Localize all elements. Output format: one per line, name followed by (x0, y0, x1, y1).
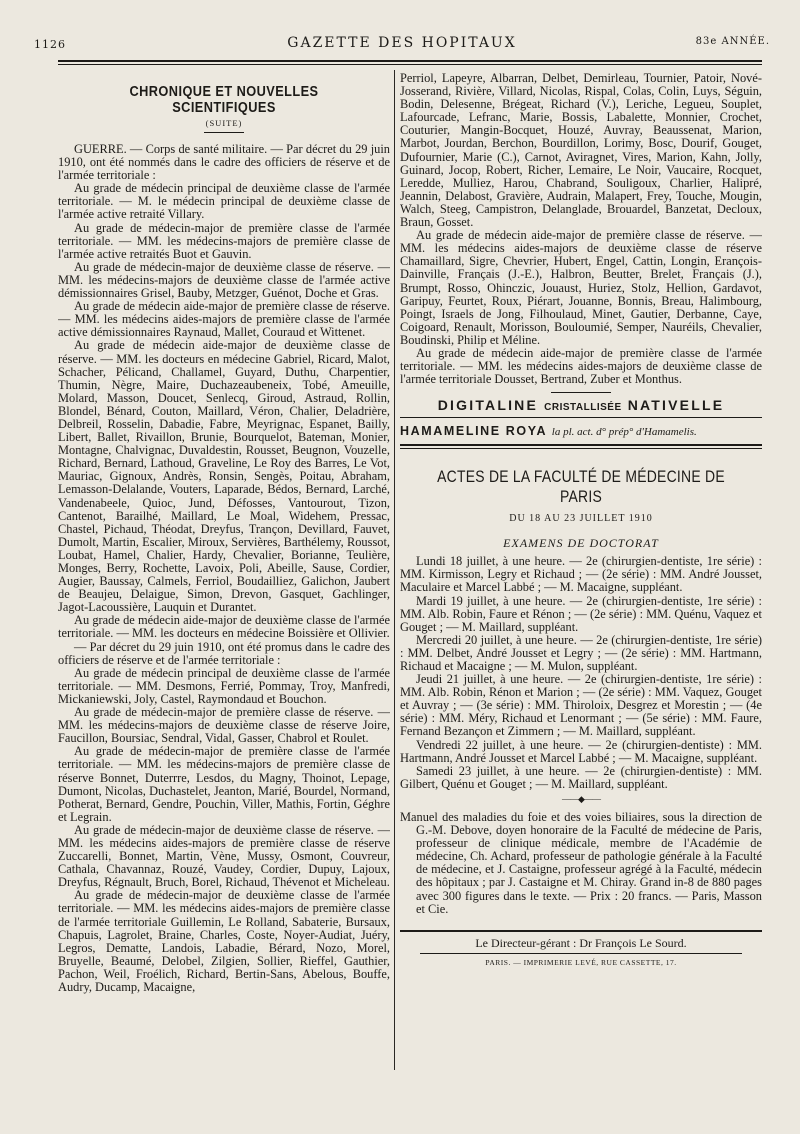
exam-entry: Lundi 18 juillet, à une heure. — 2e (chirurgien-dentiste, 1re série) : MM. Kirmisson, Legry et Richaud ; — (2e série) : MM. André Jousset, Maculaire et Marcel Labbé ; — M. Macaigne, suppléant. (400, 554, 762, 595)
page-number: 1126 (34, 38, 66, 51)
faculty-heading: ACTES DE LA FACULTÉ DE MÉDECINE DE PARIS (437, 467, 725, 507)
exam-entry: Samedi 23 juillet, à une heure. — 2e (chirurgien-dentiste) : MM. Gilbert, Quénu et Gouget ; — M. Maillard, suppléant. (400, 763, 762, 791)
ad-digitaline-mid: CRISTALLISÉE (544, 402, 622, 414)
journal-title: GAZETTE DES HOPITAUX (287, 35, 517, 51)
chronicle-heading: CHRONIQUE ET NOUVELLES SCIENTIFIQUES (129, 84, 319, 116)
paragraph: Au grade de médecin aide-major de première classe de l'armée territoriale. — MM. les médecins aides-majors de deuxième classe de l'armée territoriale Dousset, Bertrand, Zuber et Monthus. (400, 345, 762, 387)
left-column (58, 72, 390, 994)
ad-digitaline-name: DIGITALINE (437, 397, 539, 414)
footer-rule-thin (420, 953, 742, 954)
paragraph: — Par décret du 29 juin 1910, ont été promus dans le cadre des officiers de réserve et de l'armée territoriale : (58, 639, 390, 667)
paragraph: Perriol, Lapeyre, Albarran, Delbet, Demirleau, Tournier, Patoir, Nové-Josserand, Rivière, Villard, Nicolas, Rispal, Colas, Colin, Luys, Séguin, Bodin, Delesenne, Brégeat, Richard (V.), Leriche, Legueu, Souplet, Lafourcade, Lefranc, Marie, Bossis, Labalette, Monnier, Crochet, Couturier, Mangin-Bocquet, Houzé, Auvray, Beaussenat, Marion, Marbot, Jourdan, Berchon, Bourdillon, Lorimy, Bosc, Dourif, Gouget, Dufournier, Marie (C.), Carnot, Aviragnet, Vires, Marion, Kahn, Jolly, Guinard, Jocop, Robert, Richer, Lemaire, Le Noir, Vaucaire, Rocquet, Leredde, Mulliez, Harou, Chabrand, Souligoux, Charlier, Halipré, Jeannin, Delabost, Gravière, Audrain, Malapert, Frey, Touche, Mougin, Walch, Steeg, Campistron, Delanglade, Brouardel, Banzetat, Decloux, Braun, Gosset. (400, 72, 762, 230)
paragraph: Au grade de médecin principal de deuxième classe de l'armée territoriale. — MM. Desmons, Ferrié, Pommay, Troy, Manfredi, Mickaniewski, Joly, Castel, Raymondaud et Bouchon. (58, 665, 390, 706)
ad-hamameline-name: HAMAMELINE ROYA (400, 424, 547, 439)
paragraph: Au grade de médecin-major de première classe de réserve. — MM. les médecins-majors de deuxième classe de réserve Joire, Faucillon, Boursiac, Sendral, Vidal, Gasser, Chabrol et Roulet. (58, 705, 390, 746)
paragraph: Au grade de médecin principal de deuxième classe de l'armée territoriale. — M. le médecin principal de deuxième classe de l'armée active retraité Villary. (58, 181, 390, 222)
header-rule-thin (58, 64, 762, 65)
paragraph: Au grade de médecin-major de première classe de l'armée territoriale. — MM. les médecins-majors de première classe de l'armée active retraités Buot et Gauvin. (58, 220, 390, 261)
exam-entry: Mercredi 20 juillet, à une heure. — 2e (chirurgien-dentiste, 1re série) : MM. Delbet, André Jousset et Legry ; — (2e série) : MM. Hartmann, Richaud et Macaigne ; — M. Mulon, suppléant. (400, 632, 762, 673)
ad-rule-bottom (400, 444, 762, 446)
paragraph: Au grade de médecin-major de deuxième classe de l'armée territoriale. — MM. les médecins aides-majors de première classe de l'armée territoriale Guillemin, Le Rolland, Sabaterie, Bursaux, Chapuis, Lagrolet, Braine, Charles, Coste, Noyer-Audiat, Juéry, Legros, Dematte, Landois, Labadie, Bérard, Nozo, Morel, Bruyelle, Beaumé, Delobel, Zilgien, Sollier, Rieffel, Gauthier, Pachon, Weil, Froélich, Richard, Bertin-Sans, Abelous, Bouffe, Audry, Ducamp, Macaigne, (58, 888, 390, 994)
ad-digitaline-end: NATIVELLE (627, 397, 725, 414)
paragraph: Au grade de médecin aide-major de première classe de réserve. — MM. les médecins aides-majors de deuxième classe de réserve Chamaillard, Sigre, Chevrier, Hubert, Engel, Cattin, Longin, Erançois-Dainville, Français (J.-E.), Halbron, Beutter, Brelet, Français (J.), Brumpt, Rosso, Ohinczic, Jouaust, Huriez, Stolz, Hellion, Gardavot, Garipuy, Feurtet, Roux, Piérart, Jouanne, Bonnis, Breau, Halimbourg, Poingt, Israels de Jong, Filhoulaud, Minet, Gautier, Derbanne, Caye, Coigoard, Renault, Morisson, Bouloumié, Semper, Nauréils, Chevalier, Boudinski, Philip et Méline. (400, 228, 762, 347)
year-label: 83e ANNÉE. (695, 36, 770, 47)
exam-entry: Mardi 19 juillet, à une heure. — 2e (chirurgien-dentiste, 1re série) : MM. Alb. Robin, Faure et Rénon ; — (2e série) : MM. Quénu, Vaquez et Gouget ; — M. Maillard, suppléant. (400, 593, 762, 634)
exam-heading: EXAMENS DE DOCTORAT (503, 536, 659, 551)
chronicle-subheading: (SUITE) (205, 118, 243, 128)
exam-entry: Jeudi 21 juillet, à une heure. — 2e (chirurgien-dentiste, 1re série) : MM. Alb. Robin, Rénon et Marion ; — (2e série) : MM. Vaquez, Gouget et Auvray ; — (3e série) : MM. Thiroloix, Desgrez et Morestin ; — (4e série) : MM. Méry, Richaud et Lenormant ; — (5e série) : MM. Faure, Fernand Bezançon et Zimmern ; — M. Maillard, suppléant. (400, 672, 762, 739)
director-line: Le Directeur-gérant : Dr François Le Sourd. (475, 935, 687, 950)
footer-rule (400, 930, 762, 932)
ad-hamameline (400, 424, 762, 438)
manual-notice: Manuel des maladies du foie et des voies biliaires, sous la direction de G.-M. Debove, doyen honoraire de la Faculté de médecine de Paris, professeur de clinique médicale, membre de l'Académie de médecine, Ch. Achard, professeur de pathologie générale à la Faculté de médecine, et J. Castaigne, professeur agrégé à la Faculté, médecin des hôpitaux ; par J. Castaigne et M. Chiray. Grand in-8 de 880 pages avec 300 figures dans le texte. — Prix : 20 francs. — Paris, Masson et Cie. (400, 809, 762, 916)
paragraph: Au grade de médecin-major de première classe de l'armée territoriale. — MM. les médecins-majors de première classe de réserve Bonnet, Duterrre, Lesdos, du Magny, Thoinot, Lepage, Dumont, Nicolas, Duchastelet, Jeanton, Marié, Bourdel, Normand, Potherat, Bernard, Gendre, Pouchin, Viller, Mathis, Fortin, Géghre et Legrain. (58, 744, 390, 824)
faculty-date: DU 18 AU 23 JUILLET 1910 (509, 513, 653, 525)
ad-rule-bottom-thin (400, 448, 762, 449)
paragraph: Au grade de médecin aide-major de deuxième classe de réserve. — MM. les docteurs en médecine Gabriel, Ricard, Malot, Schacher, Pélicand, Challamel, Guyard, Duthu, Charpentier, Thumin, Nègre, Maire, Duchazeaubeneix, Tobé, Ameuille, Molard, Masson, Doucet, Senlecq, Giroud, Astraud, Rollin, Blondel, Bénard, Couton, Maillard, Véron, Chalier, Deladrière, Delbreil, Rosselin, Dabadie, Fabre, Meyrignac, Espanet, Bailly, Libert, Ballet, Rivaillon, Brunie, Bourquelot, Bateman, Monier, Montagne, Chalvignac, Duvaldestin, Rousset, Beugnon, Vouzelle, Richard, Bernard, Lathoud, Graveline, Le Roy des Barres, Le Vot, Mauriac, Gignoux, Andrès, Ronsin, Sengès, Poitau, Abraham, Lemasson-Delalande, Vouters, Laparade, Bédos, Bernard, Larché, Vandenabeele, Quioc, Jund, Défosses, Vantourout, Tizon, Cantenot, Barailhé, Maillard, Le Moal, Widehem, Pressac, Chastel, Pichaud, Théodat, Dreyfus, Trançon, Devillard, Fauvet, Dumolt, Martin, Escalier, Miroux, Servières, Barthélemy, Roussot, Loubat, Hamel, Chalier, Hardy, Chevalier, Borianne, Teulière, Monges, Berry, Rochette, Lavoix, Poli, Abeille, Sause, Cordier, Augier, Baussay, Calmels, Ferriol, Boudailliez, Galichon, Jaubert de Beaujeu, Delaigue, Simon, Drevon, Gasquet, Gachlinger, Jagot-Lacoussière, Lauquin et Durantet. (58, 338, 390, 615)
ornament-rule: ——◆—— (562, 793, 600, 804)
ad-rule (400, 417, 762, 418)
section-rule (551, 392, 611, 393)
page-header (34, 34, 770, 54)
column-divider (394, 70, 395, 1070)
ad-digitaline (400, 397, 762, 413)
paragraph: Au grade de médecin-major de deuxième classe de réserve. — MM. les médecins-majors de deuxième classe de l'armée active démissionnaires Grisel, Bauby, Metzger, Guénot, Doche et Gras. (58, 259, 390, 301)
paragraph: Au grade de médecin aide-major de première classe de réserve. — MM. les médecins aides-majors de première classe de l'armée active démissionnaires Raynaud, Mallet, Couraud et Wittenet. (58, 299, 390, 340)
ad-hamameline-note: la pl. act. d° prép° d'Hamamelis. (551, 426, 697, 439)
heading-rule (204, 132, 244, 133)
right-column (400, 72, 762, 967)
paragraph: GUERRE. — Corps de santé militaire. — Par décret du 29 juin 1910, ont été nommés dans le cadre des officiers de réserve et de l'armée territoriale : (58, 142, 390, 183)
paragraph: Au grade de médecin-major de deuxième classe de réserve. — MM. les médecins aides-majors de première classe de réserve Zuccarelli, Bonnet, Martin, Vène, Mussy, Osmont, Couvreur, Cathala, Chavannaz, Rouzé, Vaudey, Cordier, Dupuy, Lajoux, Dreyfus, Régnault, Bruch, Borel, Richaud, Thévenot et Micheleau. (58, 822, 390, 890)
printer-line: PARIS. — IMPRIMERIE LEVÉ, RUE CASSETTE, 17. (485, 957, 677, 967)
exam-entry: Vendredi 22 juillet, à une heure. — 2e (chirurgien-dentiste) : MM. Hartmann, André Jousset et Marcel Labbé ; — M. Macaigne, suppléant. (400, 737, 762, 765)
paragraph: Au grade de médecin aide-major de deuxième classe de l'armée territoriale. — MM. les docteurs en médecine Boissière et Ollivier. (58, 613, 390, 641)
chronicle-text (58, 143, 390, 994)
header-rule-thick (58, 60, 762, 62)
